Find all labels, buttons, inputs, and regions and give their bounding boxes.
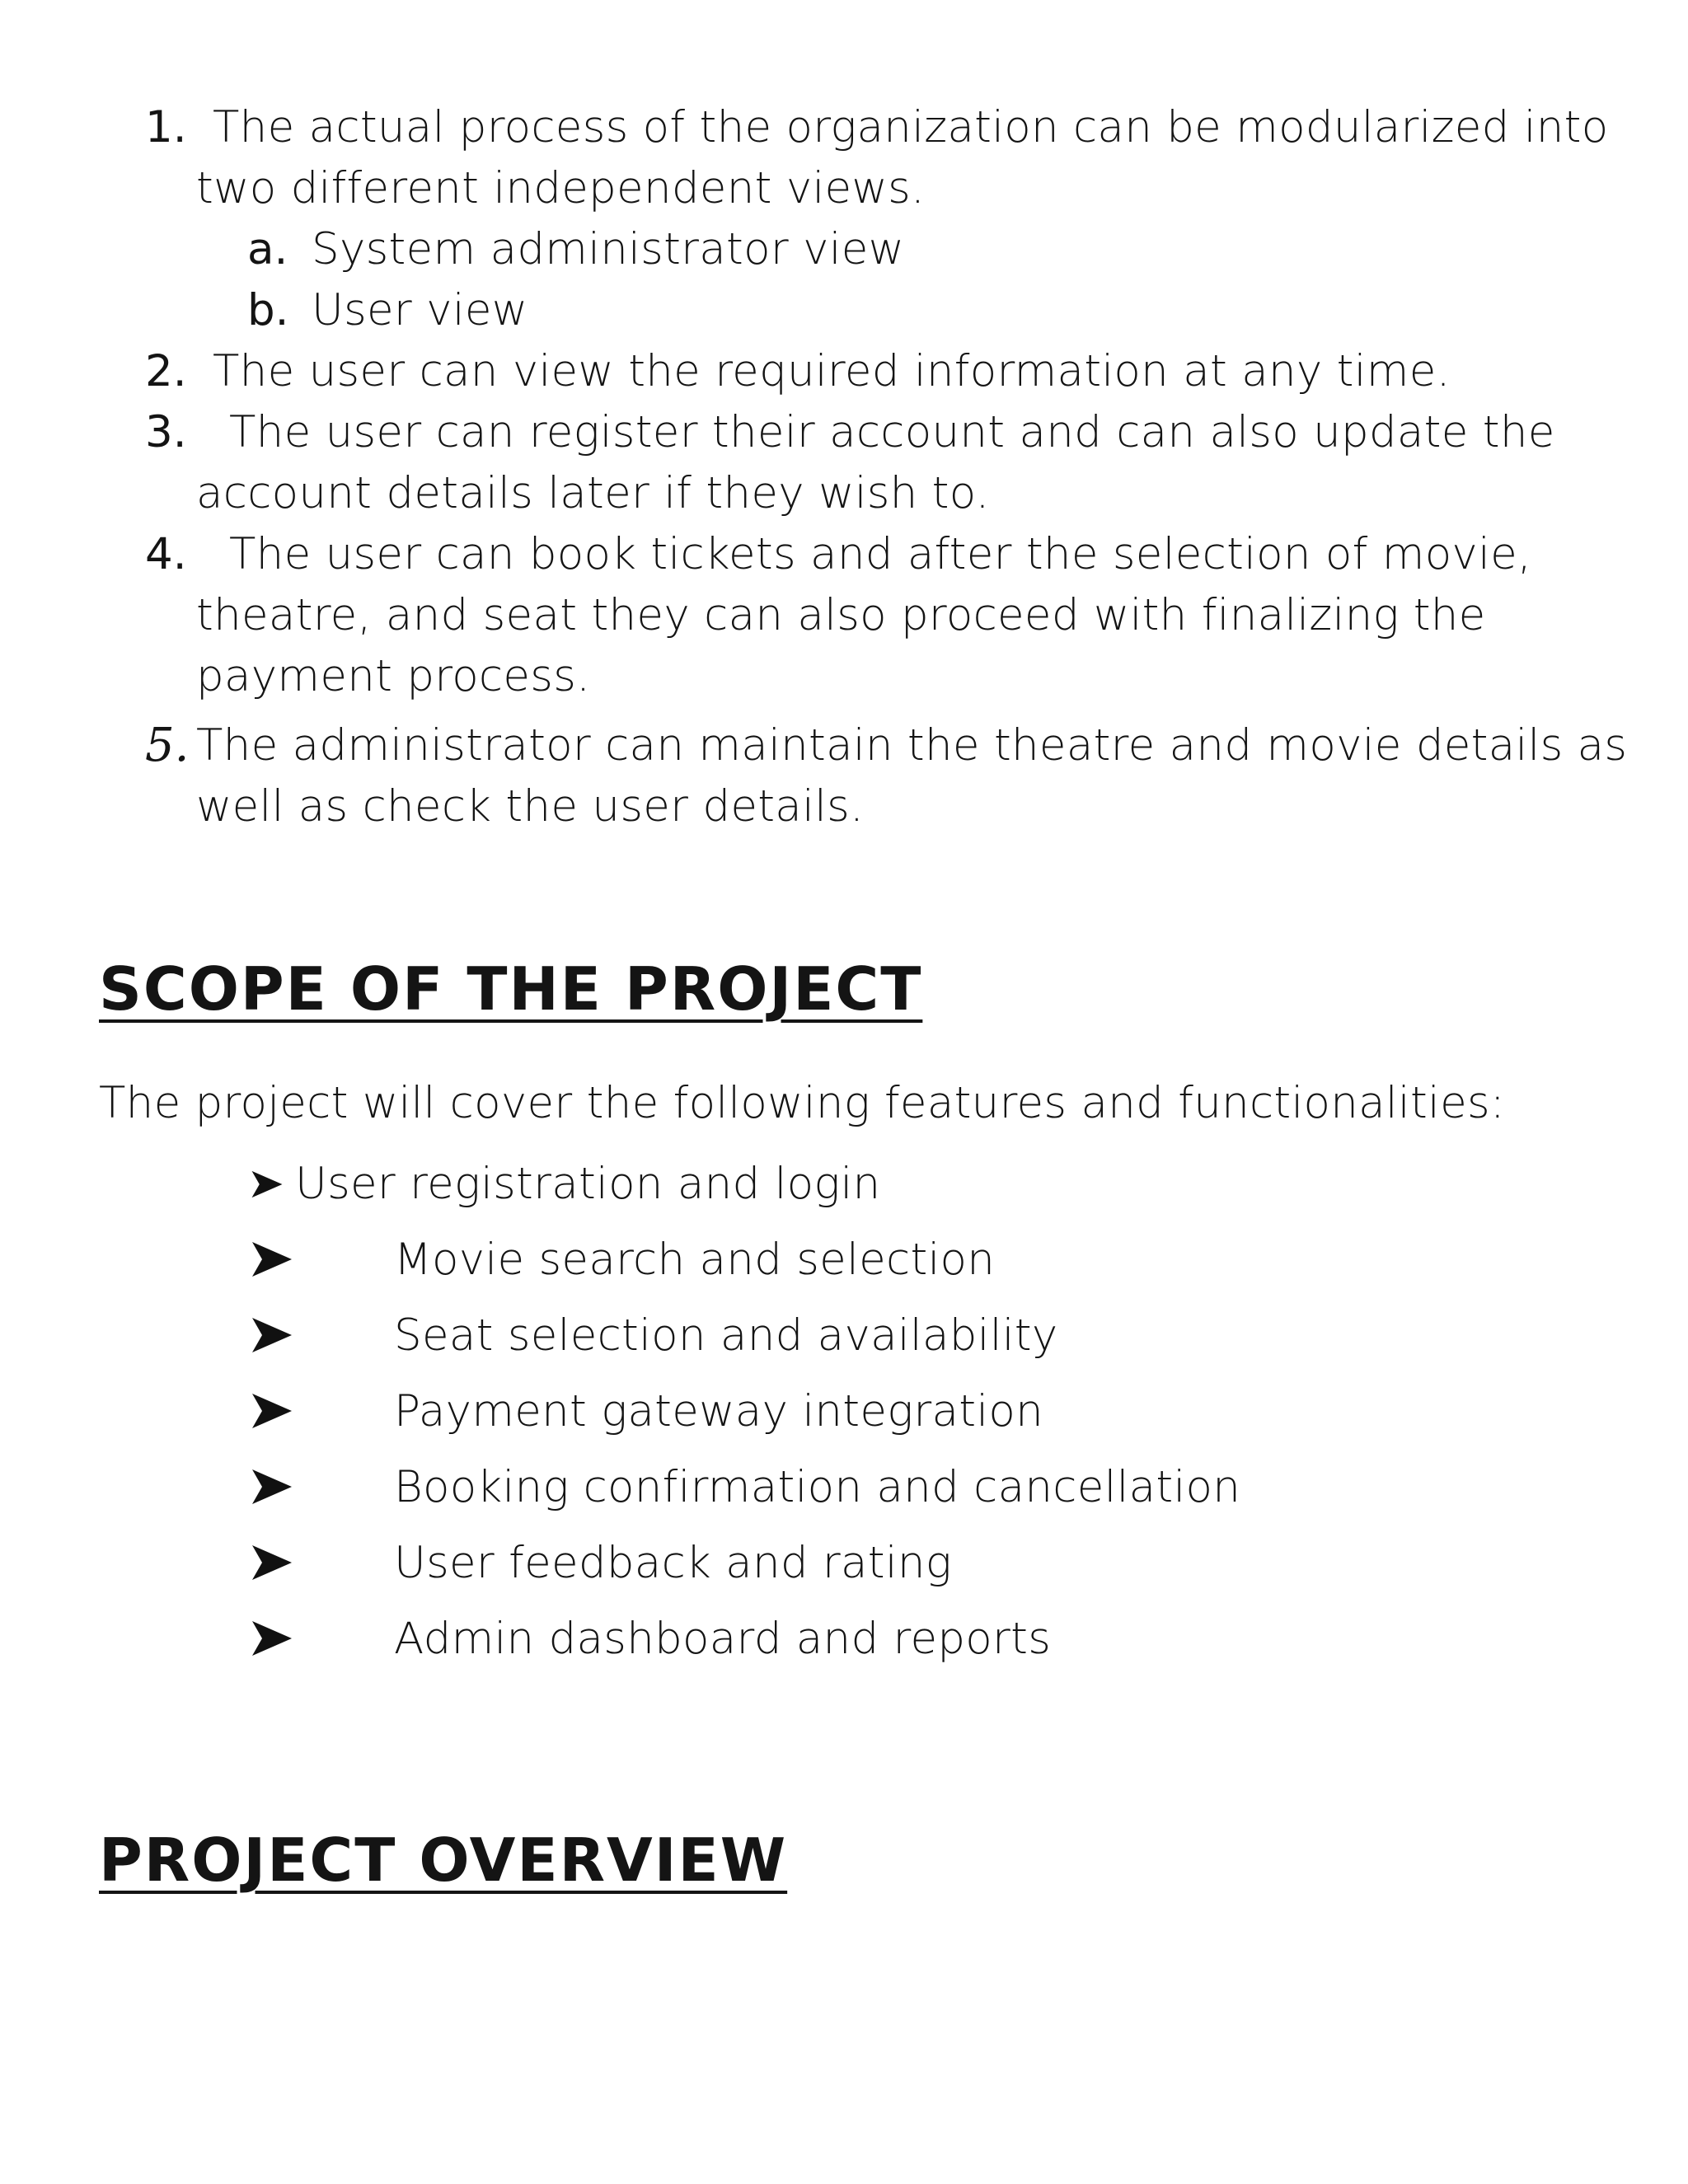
- feature-item-7: Admin dashboard and reports: [394, 1614, 1052, 1664]
- feature-item-2: Movie search and selection: [394, 1235, 996, 1285]
- arrow-bullet-icon: [251, 1169, 284, 1200]
- arrow-bullet-icon: [251, 1619, 293, 1657]
- sub-list-letter-b: b.: [247, 285, 289, 335]
- list-item-3-line-2: account details later if they wish to.: [196, 468, 990, 518]
- list-item-2-line-1: The user can view the required information at any time.: [213, 346, 1451, 396]
- list-number-1: 1.: [145, 102, 187, 152]
- list-item-5-line-2: well as check the user details.: [196, 781, 865, 832]
- list-item-1-line-2: two different independent views.: [196, 163, 926, 213]
- overview-heading: PROJECT OVERVIEW: [99, 1825, 788, 1895]
- sub-list-letter-a: a.: [247, 224, 288, 274]
- list-item-3-line-1: The user can register their account and can also update the: [229, 407, 1555, 457]
- scope-intro: The project will cover the following features and functionalities:: [99, 1078, 1506, 1128]
- list-item-4-line-3: payment process.: [196, 651, 591, 701]
- feature-item-6: User feedback and rating: [394, 1538, 952, 1588]
- list-number-5: 5.: [145, 719, 190, 772]
- arrow-bullet-icon: [251, 1316, 293, 1354]
- list-number-4: 4.: [145, 529, 187, 579]
- feature-item-4: Payment gateway integration: [394, 1386, 1043, 1436]
- feature-item-5: Booking confirmation and cancellation: [394, 1462, 1241, 1512]
- sub-list-item-b: User view: [312, 285, 528, 335]
- arrow-bullet-icon: [251, 1240, 293, 1278]
- arrow-bullet-icon: [251, 1468, 293, 1506]
- feature-item-1: User registration and login: [295, 1159, 881, 1209]
- list-item-4-line-2: theatre, and seat they can also proceed with finalizing the: [196, 590, 1486, 640]
- sub-list-item-a: System administrator view: [312, 224, 905, 274]
- list-item-4-line-1: The user can book tickets and after the selection of movie,: [229, 529, 1532, 579]
- list-number-3: 3.: [145, 407, 187, 457]
- list-number-2: 2.: [145, 346, 187, 396]
- arrow-bullet-icon: [251, 1392, 293, 1430]
- scope-heading: SCOPE OF THE PROJECT: [99, 954, 923, 1024]
- feature-item-3: Seat selection and availability: [394, 1310, 1058, 1361]
- list-item-1-line-1: The actual process of the organization can be modularized into: [213, 102, 1609, 152]
- arrow-bullet-icon: [251, 1544, 293, 1582]
- list-item-5-line-1: The administrator can maintain the theatre and movie details as: [196, 720, 1628, 771]
